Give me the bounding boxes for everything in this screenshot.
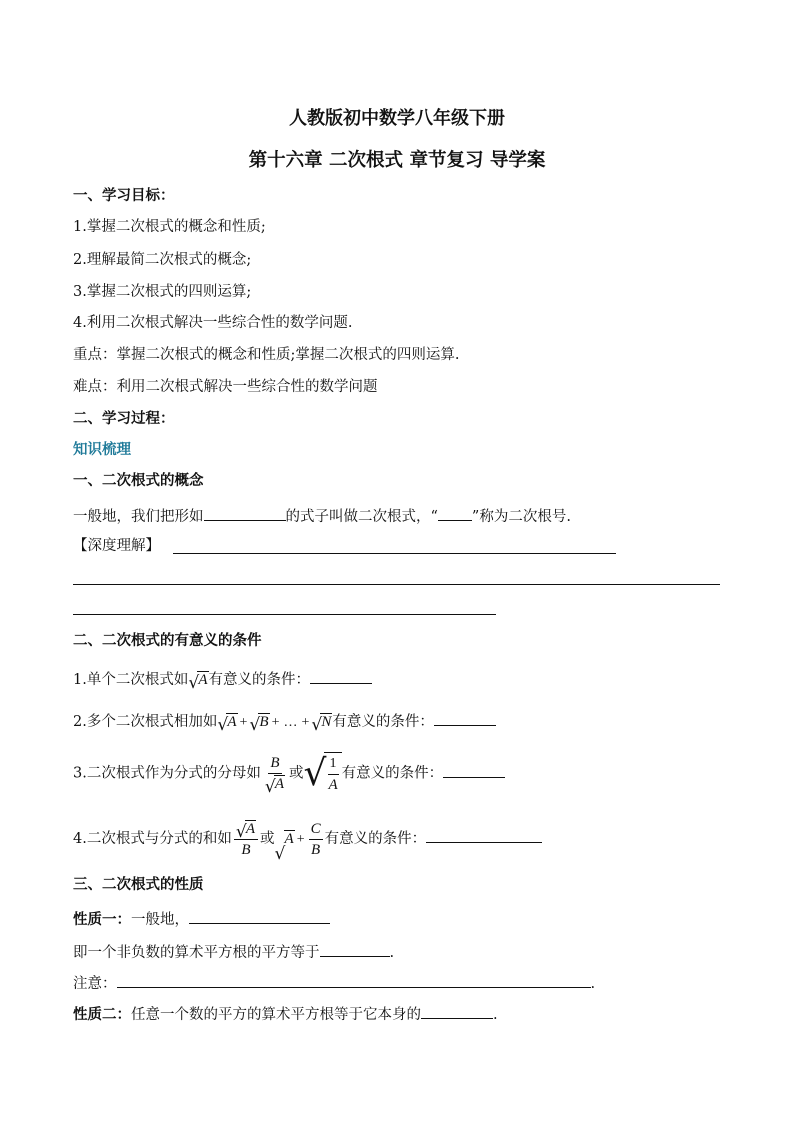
page-title: 人教版初中数学八年级下册 [289, 108, 505, 129]
review-label: 知识梳理 [73, 441, 131, 458]
q2-suffix: 有意义的条件： [332, 714, 434, 730]
deep-understanding-line[interactable] [173, 553, 616, 554]
fraction-sqrt-a-over-b: √ A B [234, 819, 258, 860]
q4-or: 或 [260, 831, 275, 847]
q3-or: 或 [289, 765, 304, 782]
property-one-text: 一般地， [131, 912, 189, 928]
answer-blank[interactable] [421, 1003, 493, 1019]
deep-understanding-label: 【深度理解】 [73, 538, 160, 554]
section1-heading: 一、二次根式的概念 [73, 472, 204, 489]
fraction-c-over-b: $\frac{C}{B}$ [310, 820, 321, 858]
radical-sign-blank[interactable] [438, 505, 472, 521]
objective-item: 2.理解最简二次根式的概念; [73, 252, 252, 268]
process-heading: 二、学习过程： [73, 410, 175, 427]
q3-prefix: 3.二次根式作为分式的分母如 [73, 765, 261, 782]
sqrt-one-over-a: √ $\frac{1}{A}$ [304, 752, 342, 795]
property-two-label: 性质二： [73, 1006, 131, 1023]
condition-denominator [73, 752, 505, 795]
property-one [73, 908, 330, 930]
answer-blank[interactable] [443, 762, 505, 778]
answer-blank[interactable] [189, 908, 330, 924]
section3-heading: 三、二次根式的性质 [73, 876, 204, 893]
concept-text-a: 一般地，我们把形如 [73, 509, 204, 525]
key-points: 重点：掌握二次根式的概念和性质;掌握二次根式的四则运算. [73, 347, 460, 363]
objective-item: 4.利用二次根式解决一些综合性的数学问题. [73, 315, 353, 331]
concept-blank-form[interactable] [204, 505, 286, 521]
q4-prefix: 4.二次根式与分式的和如 [73, 831, 232, 847]
deep-understanding-line[interactable] [73, 584, 720, 585]
section2-heading: 二、二次根式的有意义的条件 [73, 632, 262, 649]
condition-single [73, 668, 372, 693]
q1-suffix: 有意义的条件： [208, 672, 311, 688]
q1-prefix: 1.单个二次根式如 [73, 672, 189, 688]
sqrt-a: √ A [274, 831, 294, 864]
q2-prefix: 2.多个二次根式相加如 [73, 714, 218, 730]
note-line: 注意： . [73, 972, 595, 994]
difficulty: 难点：利用二次根式解决一些综合性的数学问题 [73, 379, 378, 395]
q4-suffix: 有意义的条件： [324, 831, 427, 847]
sqrt-n: √ N [311, 714, 332, 735]
concept-text-b: 的式子叫做二次根式，“ [285, 509, 438, 525]
property-one-explain: 即一个非负数的算术平方根的平方等于 . [73, 941, 394, 963]
concept-line [73, 505, 571, 527]
note-label: 注意： [73, 976, 117, 992]
objectives-heading: 一、学习目标： [73, 187, 175, 204]
property-two-text: 任意一个数的平方的算术平方根等于它本身的 [131, 1007, 421, 1023]
property-two: 性质二：任意一个数的平方的算术平方根等于它本身的 . [73, 1003, 498, 1025]
q3-suffix: 有意义的条件： [341, 765, 444, 782]
answer-blank[interactable] [434, 710, 496, 726]
objective-item: 1.掌握二次根式的概念和性质; [73, 219, 266, 235]
condition-fraction-sum: 4.二次根式与分式的和如 √ A B 或 √ A + $\frac{C}{B}$ 有意义的条件： [73, 817, 542, 862]
objective-item: 3.掌握二次根式的四则运算; [73, 284, 252, 300]
answer-blank[interactable] [426, 827, 542, 843]
answer-blank[interactable] [320, 941, 390, 957]
fraction-b-over-sqrt-a: B √ A [264, 755, 285, 797]
sqrt-a: √ A [188, 672, 208, 693]
chapter-title: 第十六章 二次根式 章节复习 导学案 [248, 150, 546, 171]
answer-blank[interactable] [117, 972, 591, 988]
deep-understanding-line[interactable] [73, 614, 496, 615]
answer-blank[interactable] [310, 668, 372, 684]
condition-sum: 2.多个二次根式相加如 √ A + √ B + … + √ N有意义的条件： [73, 710, 496, 733]
concept-text-c: ”称为二次根号. [471, 509, 571, 525]
property-one-label: 性质一： [73, 911, 131, 928]
sqrt-b: √ B [249, 714, 269, 735]
sqrt-a: √ A [217, 714, 237, 735]
